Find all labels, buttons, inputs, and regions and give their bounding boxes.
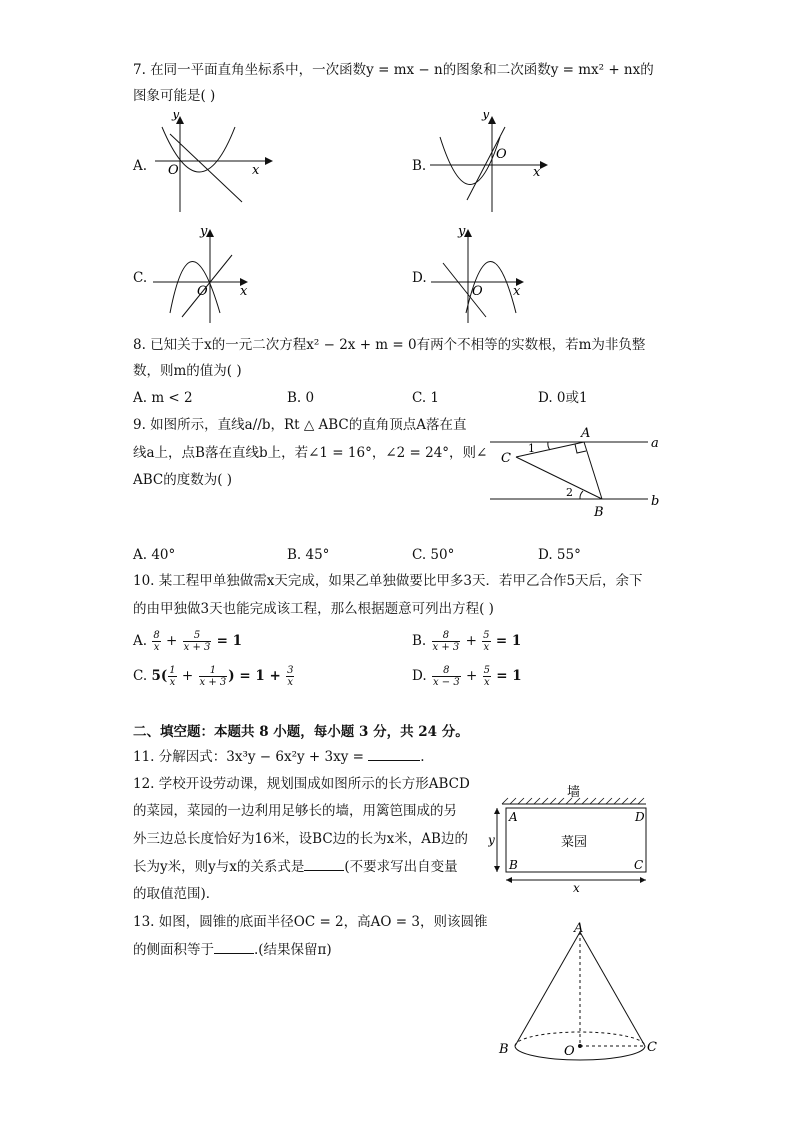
q7a-o: O — [168, 163, 179, 178]
q13-label-b: B — [499, 1042, 509, 1057]
q7a-y: y — [172, 112, 180, 122]
q10-line2: 的由甲独做3天也能完成该工程，那么根据题意可列出方程( ) — [133, 601, 494, 617]
q7c-x: x — [240, 284, 248, 299]
q12-garden-label: 菜园 — [561, 835, 588, 850]
q10-option-b: B. $\frac{8}{x + 3}$ + $\frac{5}{x}$ = 1 — [412, 630, 522, 653]
q10-option-a: A. $\frac{8}{x}$ + $\frac{5}{x + 3}$ = 1 — [133, 630, 243, 653]
q12-label-b: B — [509, 858, 518, 872]
q7-option-c-label: C. — [133, 270, 148, 286]
q9-option-d: D. 55° — [538, 547, 581, 563]
q7-option-d-label: D. — [412, 270, 427, 286]
q7-option-b-label: B. — [412, 158, 427, 174]
q7-option-a-label: A. — [133, 158, 148, 174]
q12-blank[interactable] — [304, 857, 344, 871]
q9-line-a: a — [651, 436, 659, 451]
q9-option-a: A. 40° — [133, 547, 176, 563]
q12-label-a: A — [509, 810, 518, 824]
q9-option-b: B. 45° — [287, 547, 330, 563]
q7d-x: x — [513, 284, 521, 299]
q7-graph-b — [425, 112, 550, 217]
q9-line2: 线a上，点B落在直线b上，若∠1 = 16°，∠2 = 24°，则∠ — [133, 445, 488, 461]
q7-line2: 图象可能是( ) — [133, 88, 216, 104]
q10-option-c: C. 5( $\frac{1}{x}$ + $\frac{1}{x + 3}$ ) = 1 + $\frac{3}{x}$ — [133, 665, 294, 688]
q11-text: 11. 分解因式：3x³y − 6x²y + 3xy = . — [133, 749, 425, 765]
q7c-o: O — [197, 284, 208, 299]
q12-label-d: D — [635, 810, 645, 824]
q7a-x: x — [252, 163, 260, 178]
q8-option-a: A. m < 2 — [133, 390, 193, 406]
q7-graph-a — [150, 112, 275, 217]
q13-label-c: C — [647, 1040, 657, 1055]
q8-line2: 数，则m的值为( ) — [133, 363, 242, 379]
q7b-o: O — [496, 147, 507, 162]
q13-line2: 的侧面积等于 .(结果保留π) — [133, 942, 332, 958]
q12-line2: 的菜园，菜园的一边利用足够长的墙，用篱笆围成的另 — [133, 803, 457, 819]
q7-graph-c — [150, 225, 255, 325]
q7d-y: y — [458, 225, 466, 239]
q7b-y: y — [482, 112, 490, 122]
q12-label-x: x — [573, 881, 580, 895]
q12-wall-label: 墙 — [567, 785, 581, 800]
q13-figure — [495, 918, 665, 1068]
q9-line3: ABC的度数为( ) — [133, 472, 233, 488]
q9-option-c: C. 50° — [412, 547, 455, 563]
q7-graph-d — [428, 225, 533, 325]
section2-heading: 二、填空题：本题共 8 小题，每小题 3 分，共 24 分。 — [133, 724, 469, 740]
q13-label-o: O — [564, 1044, 575, 1059]
q7-line1: 7. 在同一平面直角坐标系中，一次函数y = mx − n的图象和二次函数y = mx² + nx的 — [133, 62, 654, 78]
q8-line1: 8. 已知关于x的一元二次方程x² − 2x + m = 0有两个不相等的实数根，若m为非负整 — [133, 337, 646, 353]
q9-label-a: A — [581, 426, 591, 441]
q9-label-b: B — [594, 505, 604, 520]
q9-label-c: C — [501, 451, 511, 466]
q9-angle-2: 2 — [566, 486, 573, 499]
q13-blank[interactable] — [214, 940, 254, 954]
q7c-y: y — [200, 225, 208, 239]
q13-line1: 13. 如图，圆锥的底面半径OC = 2，高AO = 3，则该圆锥 — [133, 914, 488, 930]
q9-figure — [488, 425, 668, 520]
q12-line5: 的取值范围)． — [133, 886, 220, 902]
q11-blank[interactable] — [368, 747, 420, 761]
q12-line4: 长为y米，则y与x的关系式是 (不要求写出自变量 — [133, 859, 458, 875]
q7d-o: O — [472, 284, 483, 299]
q10-option-d: D. $\frac{8}{x - 3}$ + $\frac{5}{x}$ = 1 — [412, 665, 522, 688]
q8-option-d: D. 0或1 — [538, 390, 588, 406]
q12-label-y: y — [488, 833, 495, 847]
q12-line1: 12. 学校开设劳动课，规划围成如图所示的长方形ABCD — [133, 776, 470, 792]
q9-line1: 9. 如图所示，直线a//b，Rt △ ABC的直角顶点A落在直 — [133, 417, 467, 433]
q7b-x: x — [533, 165, 541, 180]
q9-line-b: b — [651, 494, 660, 509]
q12-line3: 外三边总长度恰好为16米，设BC边的长为x米，AB边的 — [133, 831, 468, 847]
q13-label-a: A — [574, 921, 584, 936]
q8-option-c: C. 1 — [412, 390, 440, 406]
q12-figure — [488, 780, 663, 895]
q12-label-c: C — [634, 858, 644, 872]
q9-angle-1: 1 — [528, 442, 535, 455]
q10-line1: 10. 某工程甲单独做需x天完成，如果乙单独做要比甲多3天．若甲乙合作5天后，余下 — [133, 573, 643, 589]
q8-option-b: B. 0 — [287, 390, 315, 406]
